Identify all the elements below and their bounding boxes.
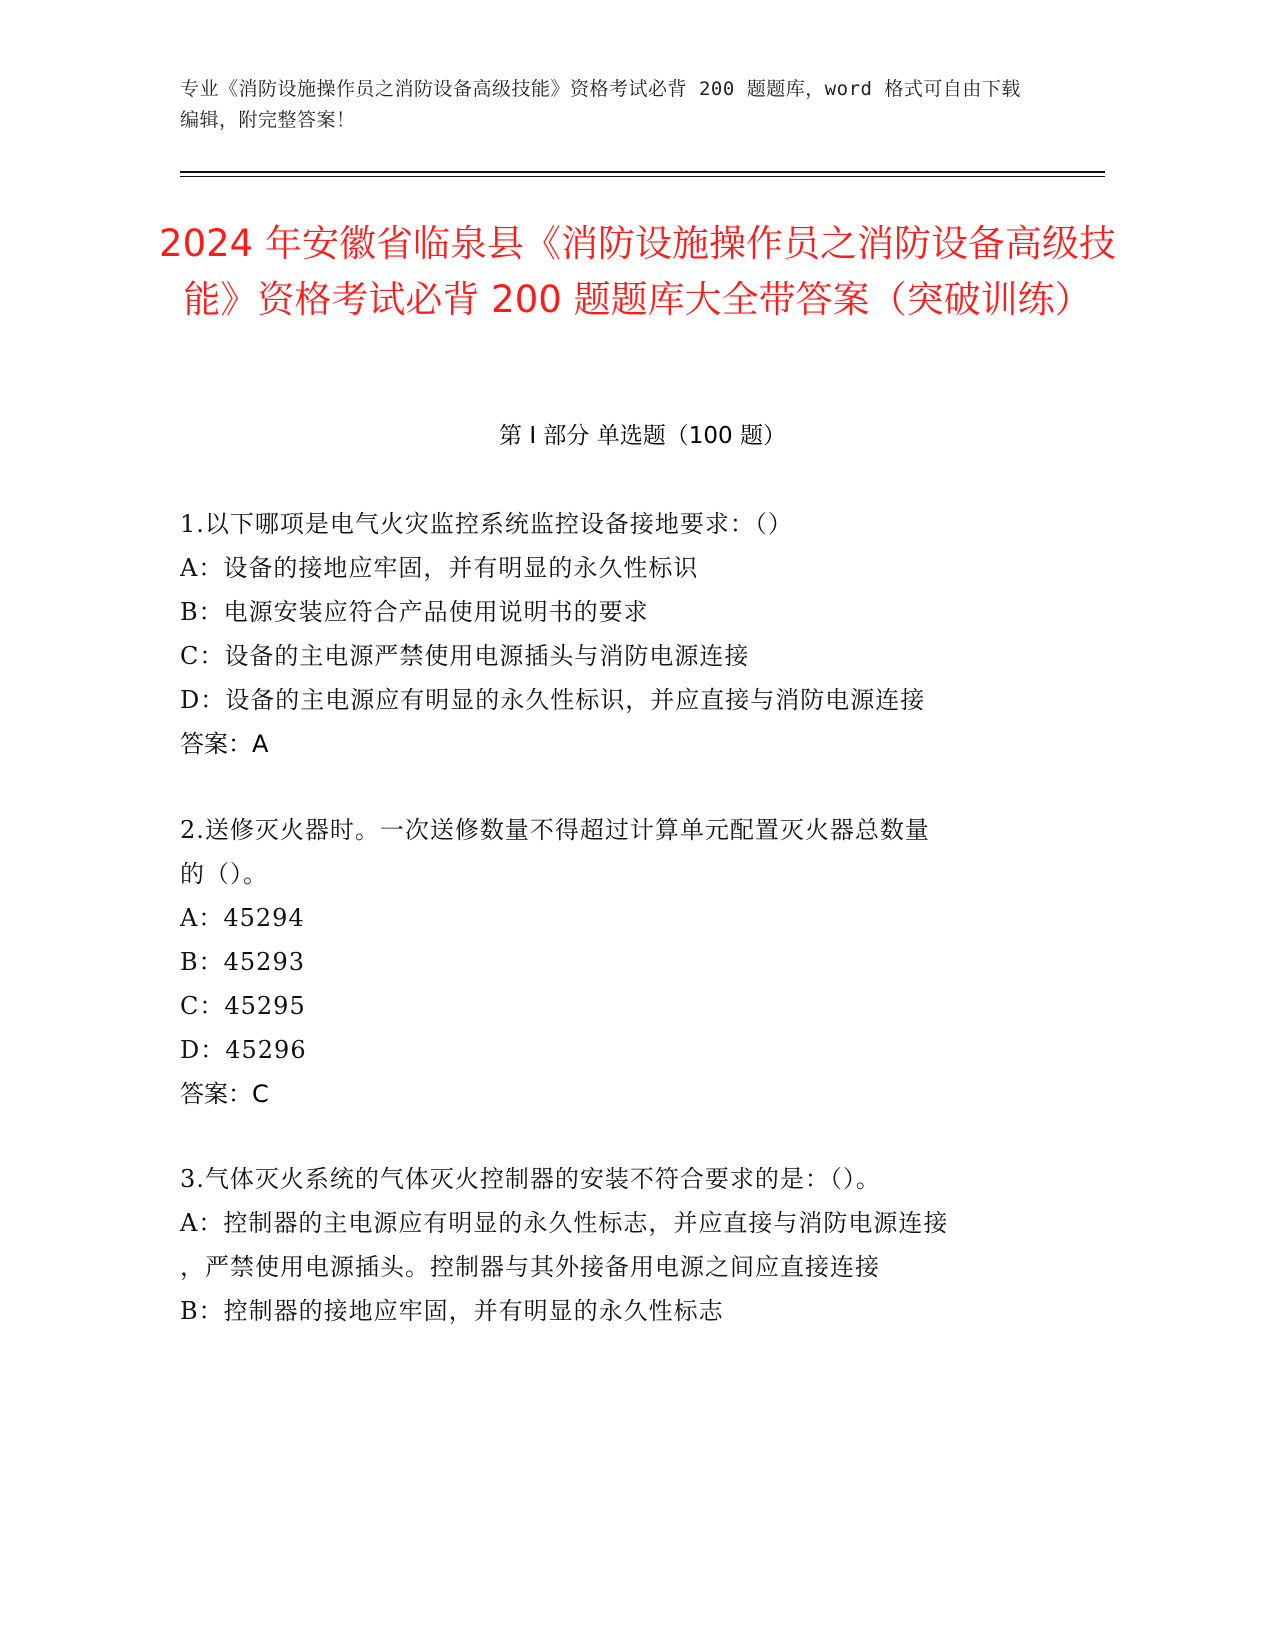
option-c: C：45295 xyxy=(180,992,306,1020)
section-title: 第 I 部分 单选题（100 题） xyxy=(499,423,786,449)
option-b: B：45293 xyxy=(180,948,305,976)
document-title: 2024 年安徽省临泉县《消防设施操作员之消防设备高级技能》资格考试必背 200 题题库大全带答案（突破训练） xyxy=(159,222,1116,321)
answer: 答案：C xyxy=(180,1080,269,1108)
option-a: A：45294 xyxy=(180,904,305,932)
header-divider-thin xyxy=(180,176,1105,177)
option-a-line-2: ，严禁使用电源插头。控制器与其外接备用电源之间应直接连接 xyxy=(180,1253,880,1281)
option-d: D：45296 xyxy=(180,1036,307,1064)
question-stem: 1.以下哪项是电气火灾监控系统监控设备接地要求：（） xyxy=(180,510,793,538)
option-b: B：电源安装应符合产品使用说明书的要求 xyxy=(180,598,649,626)
question-stem: 3.气体灭火系统的气体灭火控制器的安装不符合要求的是：（）。 xyxy=(180,1165,881,1193)
answer: 答案：A xyxy=(180,730,269,758)
option-d: D：设备的主电源应有明显的永久性标识，并应直接与消防电源连接 xyxy=(180,686,926,714)
question-stem-line-1: 2.送修灭火器时。一次送修数量不得超过计算单元配置灭火器总数量 xyxy=(180,816,930,844)
question-1 xyxy=(180,502,1050,766)
header-note: 专业《消防设施操作员之消防设备高级技能》资格考试必背 200 题题库，word 格式可自由下载编辑，附完整答案！ xyxy=(180,78,1021,131)
question-3 xyxy=(180,1157,1050,1333)
option-a: A：设备的接地应牢固，并有明显的永久性标识 xyxy=(180,554,699,582)
option-a-line-1: A：控制器的主电源应有明显的永久性标志，并应直接与消防电源连接 xyxy=(180,1209,949,1237)
option-c: C：设备的主电源严禁使用电源插头与消防电源连接 xyxy=(180,642,750,670)
header-divider-thick xyxy=(180,171,1105,173)
question-stem-line-2: 的（）。 xyxy=(180,860,268,888)
option-b: B：控制器的接地应牢固，并有明显的永久性标志 xyxy=(180,1297,724,1325)
question-2 xyxy=(180,808,1050,1116)
